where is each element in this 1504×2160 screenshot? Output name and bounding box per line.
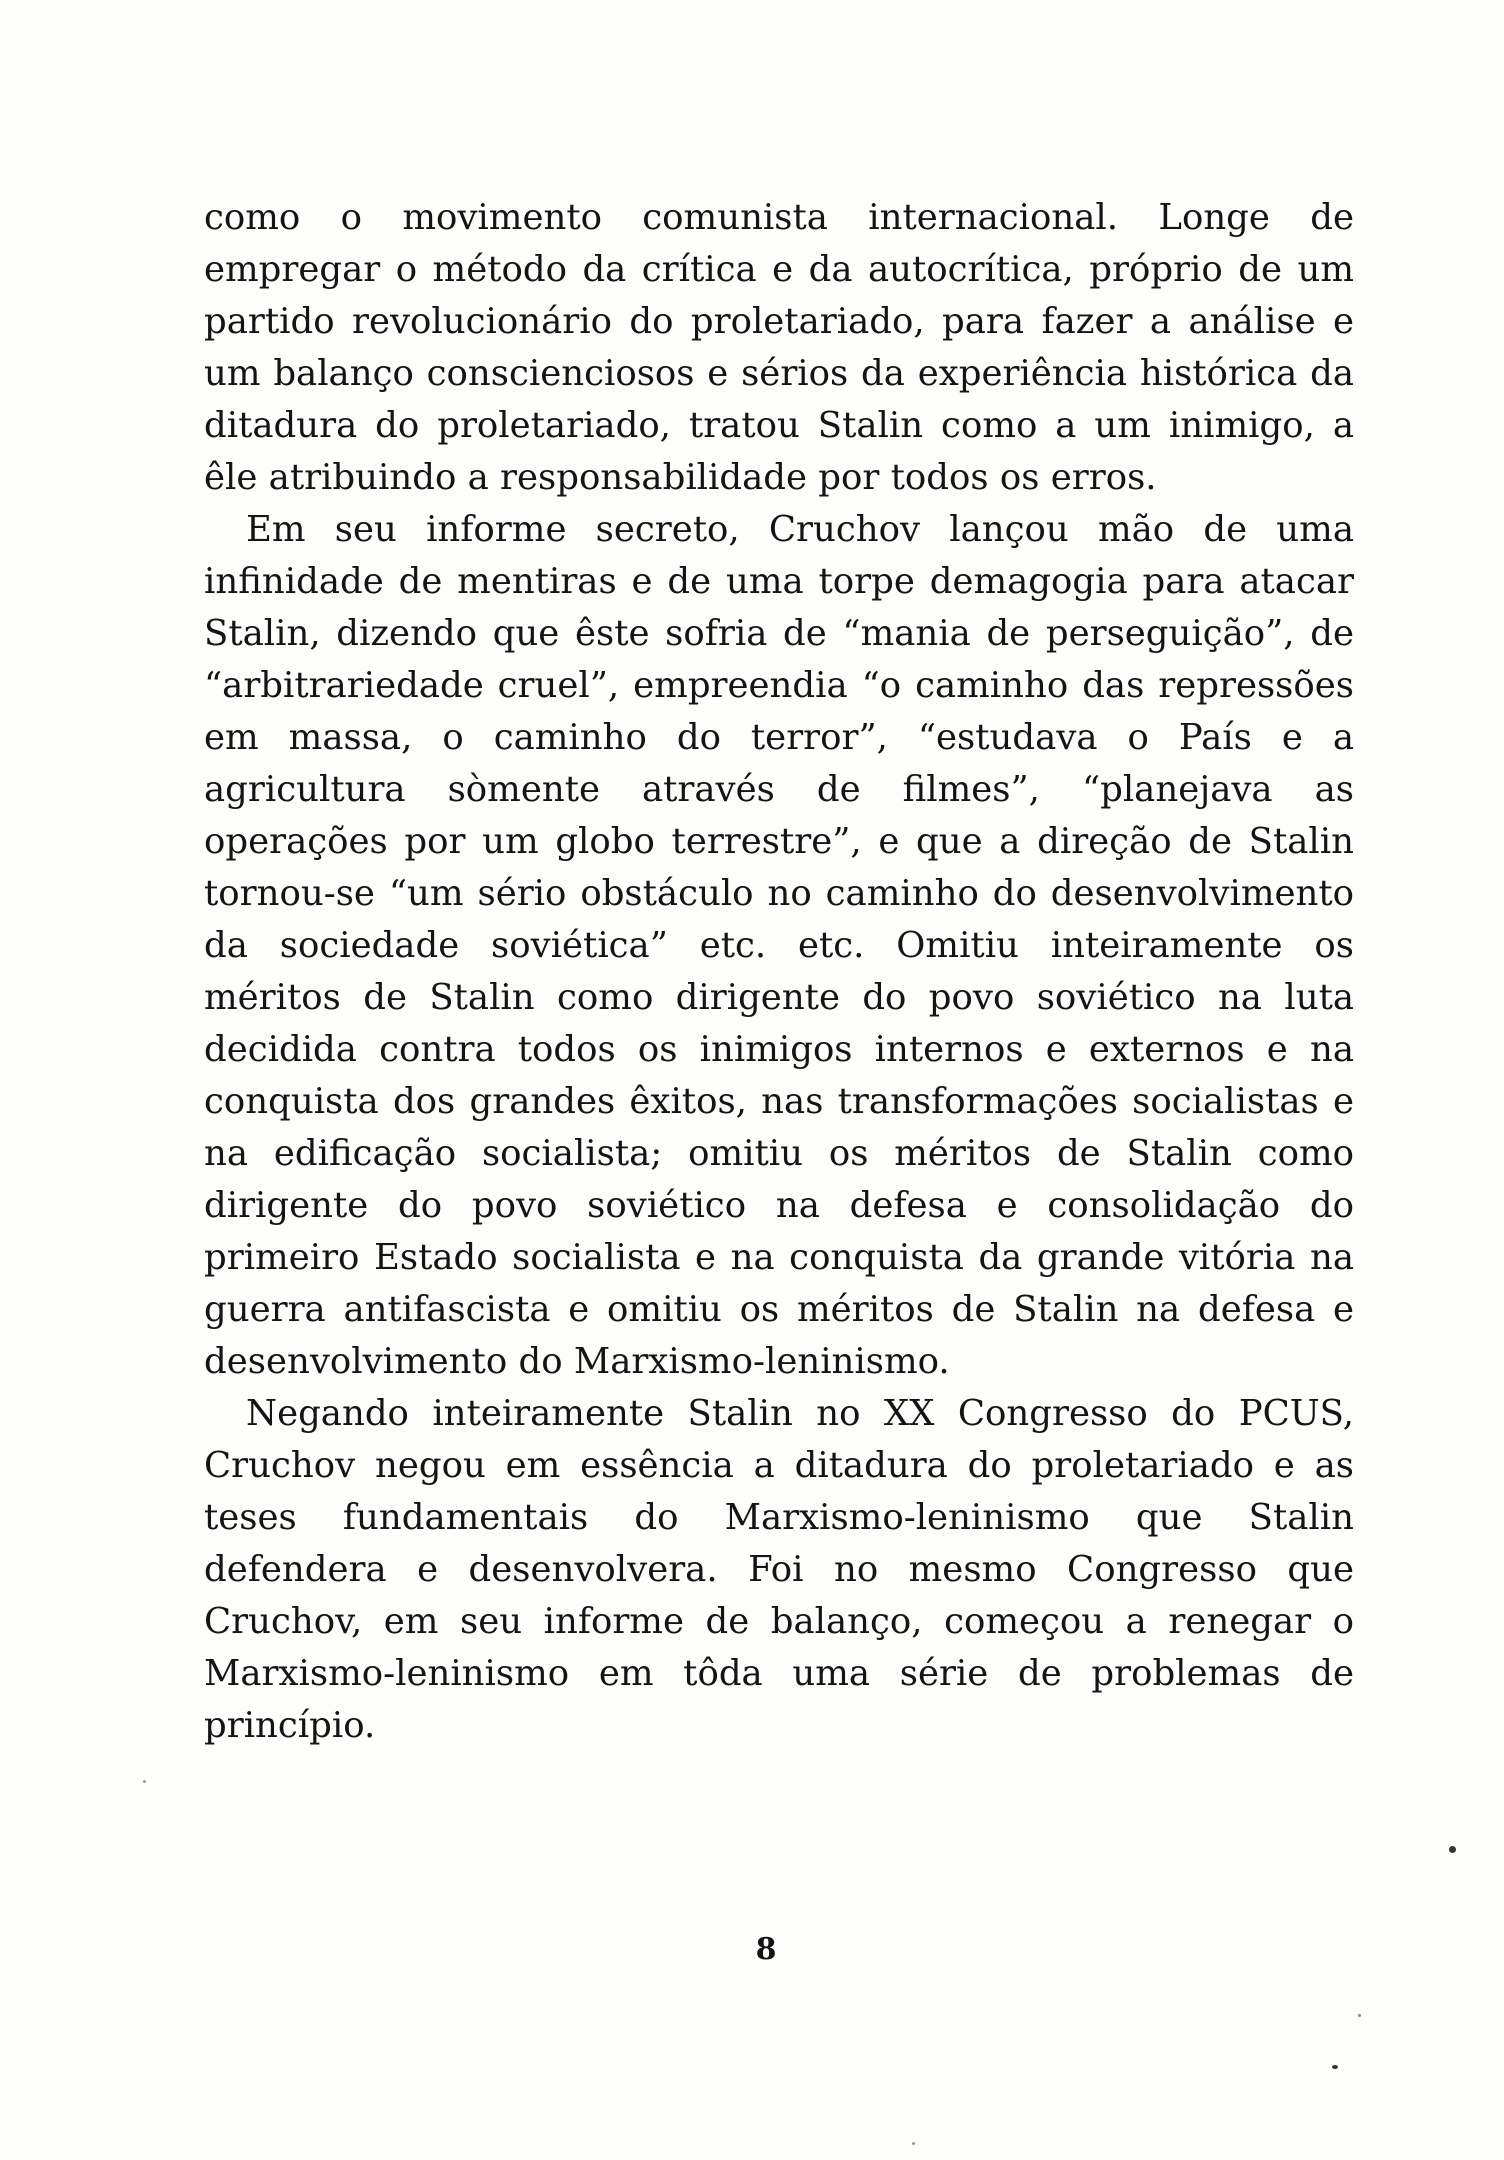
scan-speck <box>912 2142 915 2145</box>
scan-speck <box>1332 2065 1338 2069</box>
scan-speck <box>1358 2014 1361 2017</box>
body-text <box>204 192 1354 1752</box>
paragraph-1: como o movimento comunista internacional. Longe de empregar o método da crítica e da autocrítica, próprio de um partido revolucionário do proletariado, para fazer a análise e um balanço conscienciosos e sérios da experiência histórica da ditadura do proletariado, tratou Stalin como a um inimigo, a êle atribuindo a responsabilidade por todos os erros. <box>204 197 1354 498</box>
scan-speck <box>143 1780 146 1783</box>
page-number: 8 <box>755 1932 777 1967</box>
scan-speck <box>1449 1846 1456 1853</box>
paragraph-3: Negando inteiramente Stalin no XX Congresso do PCUS, Cruchov negou em essência a ditadura do proletariado e as teses fundamentais do Marxismo-leninismo que Stalin defendera e desenvolvera. Foi no mesmo Congresso que Cruchov, em seu informe de balanço, começou a renegar o Marxismo-leninismo em tôda uma série de problemas de princípio. <box>204 1393 1354 1746</box>
paragraph-2: Em seu informe secreto, Cruchov lançou mão de uma infinidade de mentiras e de uma torpe demagogia para atacar Stalin, dizendo que êste sofria de “mania de perseguição”, de “arbitrariedade cruel”, empreendia “o caminho das repressões em massa, o caminho do terror”, “estudava o País e a agricultura sòmente através de filmes”, “planejava as operações por um globo terrestre”, e que a direção de Stalin tornou-se “um sério obstáculo no caminho do desenvolvimento da sociedade soviética” etc. etc. Omitiu inteiramente os méritos de Stalin como dirigente do povo soviético na luta decidida contra todos os inimigos internos e externos e na conquista dos grandes êxitos, nas transformações socialistas e na edificação socialista; omitiu os méritos de Stalin como dirigente do povo soviético na defesa e consolidação do primeiro Estado socialista e na conquista da grande vitória na guerra antifascista e omitiu os méritos de Stalin na defesa e desenvolvimento do Marxismo-leninismo. <box>204 509 1354 1382</box>
